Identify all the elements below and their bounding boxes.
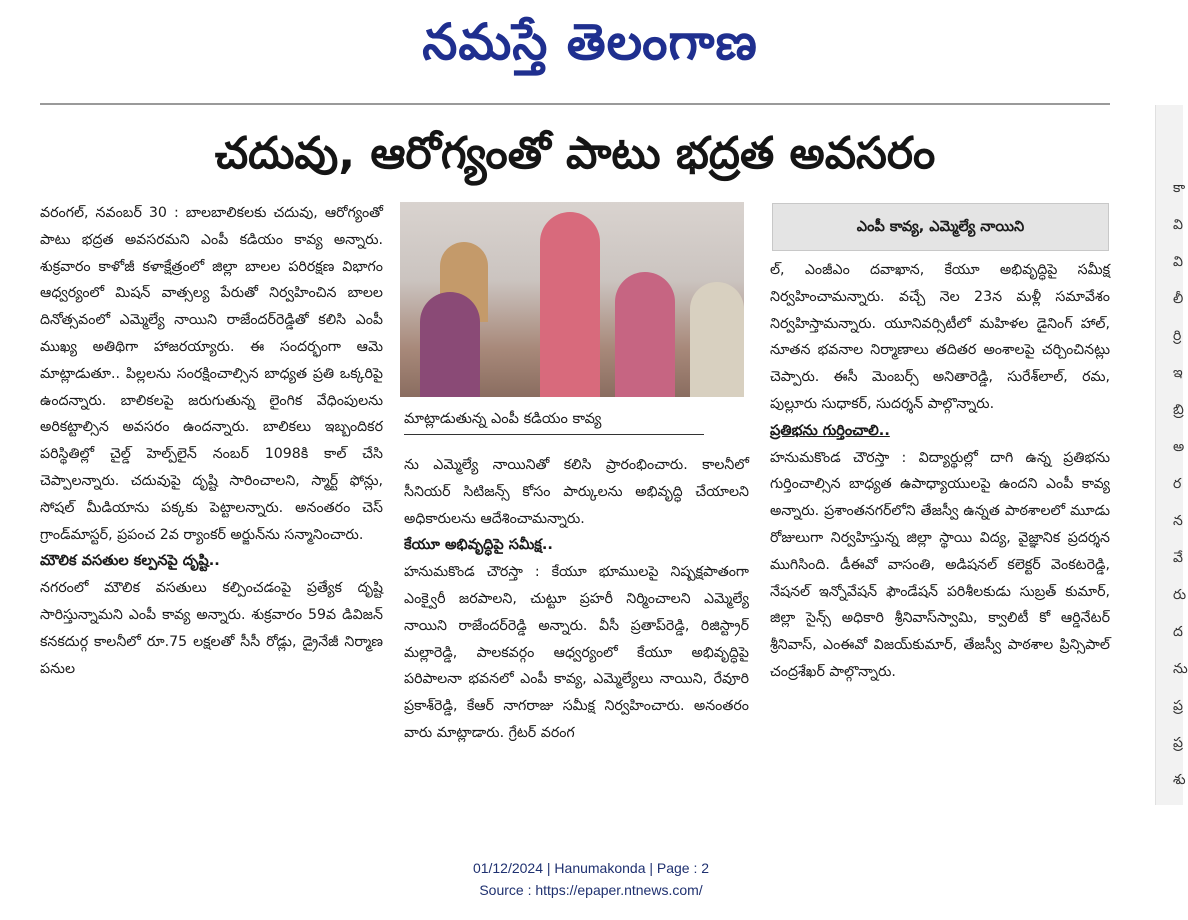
photo-caption: మాట్లాడుతున్న ఎంపీ కడియం కావ్య	[404, 404, 704, 435]
edge-letter: ప్ర	[1173, 735, 1183, 751]
edge-letter: రు	[1173, 587, 1187, 603]
article-subheading: మౌలిక వసతుల కల్పనపై దృష్టి..	[40, 553, 220, 570]
article-column-1	[40, 200, 383, 682]
edge-letter: ద	[1173, 624, 1183, 640]
article-photo	[400, 202, 744, 397]
edge-letter: వి	[1173, 254, 1183, 270]
edge-letter: ర్రి	[1173, 328, 1182, 344]
edge-letter: శు	[1173, 772, 1186, 788]
edge-letter: ఇ	[1173, 365, 1183, 381]
article-paragraph: ను ఎమ్మెల్యే నాయినితో కలిసి ప్రారంభించారు. కాలనీలో సీనియర్ సిటిజన్స్ కోసం పార్కులను అభివృద్ధి చేయాలని అధికారులను ఆదేశించామన్నారు.	[404, 457, 749, 527]
edge-letter: న	[1173, 513, 1183, 529]
edge-letter: బ్రి	[1173, 402, 1184, 418]
edge-letter: ర	[1173, 476, 1182, 492]
article-paragraph: హనుమకొండ చౌరస్తా : కేయూ భూములపై నిష్పక్షపాతంగా ఎంక్వైరీ జరపాలని, చుట్టూ ప్రహరీ నిర్మించాలని ఎమ్మెల్యే నాయిని రాజేందర్‌రెడ్డి అన్నారు. వీసీ ప్రతాప్‌రెడ్డి, రిజిస్ట్రార్ మల్లారెడ్డి, పాలకవర్గం ఆధ్వర్యంలో కేయూ అభివృద్ధిపై పరిపాలనా భవనలో ఎంపీ కావ్య, ఎమ్మెల్యేలు నాయిని, రేవూరి ప్రకాశ్‌రెడ్డి, కేఆర్ నాగరాజు సమీక్ష నిర్వహించారు. అనంతరం వారు మాట్లాడారు. గ్రేటర్ వరంగ	[404, 564, 749, 741]
article-subheading: ప్రతిభను గుర్తించాలి..	[770, 422, 890, 439]
newspaper-masthead: నమస్తే తెలంగాణ	[422, 12, 758, 71]
article-paragraph: ల్, ఎంజీఎం దవాఖాన, కేయూ అభివృద్ధిపై సమీక్ష నిర్వహించామన్నారు. వచ్చే నెల 23న మళ్లీ సమావేశం నిర్వహిస్తామన్నారు. యూనివర్సిటీలో మహిళల డైనింగ్ హాల్, నూతన భవనాల నిర్మాణాలు తదితర అంశాలపై చర్చించినట్లు చెప్పారు. ఈసీ మెంబర్స్ అనితారెడ్డి, సురేశ్‌లాల్, రమ, పుల్లూరు సుధాకర్, సుదర్శన్ పాల్గొన్నారు.	[770, 262, 1110, 412]
article-paragraph: నగరంలో మౌలిక వసతులు కల్పించడంపై ప్రత్యేక దృష్టి సారిస్తున్నామని ఎంపీ కావ్య అన్నారు. శుక్రవారం 59వ డివిజన్ కనకదుర్గ కాలనీలో రూ.75 లక్షలతో సీసీ రోడ్లు, డ్రైనేజీ నిర్మాణ పనుల	[40, 580, 383, 677]
column-3-box-heading: ఎంపీ కావ్య, ఎమ్మెల్యే నాయిని	[772, 203, 1109, 251]
edge-letter: ప్ర	[1173, 698, 1183, 714]
edge-letter: లీ	[1173, 291, 1184, 307]
header-rule	[40, 103, 1110, 105]
adjacent-page-edge	[1155, 105, 1188, 805]
edge-letter: వి	[1173, 217, 1183, 233]
edge-letter: వే	[1173, 550, 1183, 566]
edge-letter: కా	[1173, 180, 1186, 196]
edge-letter: అ	[1173, 439, 1185, 455]
article-subheading: కేయూ అభివృద్ధిపై సమీక్ష..	[404, 537, 553, 554]
edge-letter: ను	[1173, 661, 1188, 677]
article-headline: చదువు, ఆరోగ్యంతో పాటు భద్రత అవసరం	[214, 128, 936, 179]
article-column-2	[404, 452, 749, 747]
article-column-3	[770, 257, 1110, 686]
footer-source: Source : https://epaper.ntnews.com/	[479, 882, 703, 898]
article-paragraph: హనుమకొండ చౌరస్తా : విద్యార్థుల్లో దాగి ఉన్న ప్రతిభను గుర్తించాల్సిన బాధ్యత ఉపాధ్యాయులపై ఉందని ఎంపీ కావ్య అన్నారు. ప్రశాంతనగర్‌లోని తేజస్వీ ఉన్నత పాఠశాలలో మూడు రోజులుగా నిర్వహిస్తున్న జిల్లా స్థాయి విద్య, వైజ్ఞానిక ప్రదర్శన ముగిసింది. డీఈవో వాసంతి, అడిషనల్ కలెక్టర్ వెంకటరెడ్డి, నేషనల్ ఇన్నోవేషన్ ఫౌండేషన్ పరిశీలకుడు సుబ్రత్ కుమార్, జిల్లా సైన్స్ అధికారి శ్రీనివాస్‌స్వామి, క్వాలిటీ కో ఆర్డినేటర్ శ్రీనివాస్, ఎంఈవో విజయ్‌కుమార్, తేజస్వీ పాఠశాల ప్రిన్సిపాల్ చంద్రశేఖర్ పాల్గొన్నారు.	[770, 449, 1110, 680]
article-paragraph: వరంగల్, నవంబర్ 30 : బాలబాలికలకు చదువు, ఆరోగ్యంతో పాటు భద్రత అవసరమని ఎంపీ కడియం కావ్య అన్నారు. శుక్రవారం కాళోజీ కళాక్షేత్రంలో జిల్లా బాలల పరిరక్షణ విభాగం ఆధ్వర్యంలో మిషన్ వాత్సల్య పేరుతో నిర్వహించిన బాలల దినోత్సవంలో ఎమ్మెల్యే నాయిని రాజేందర్‌రెడ్డితో కలిసి ఎంపీ ముఖ్య అతిథిగా హాజరయ్యారు. ఈ సందర్భంగా ఆమె మాట్లాడుతూ.. పిల్లలను సంరక్షించాల్సిన బాధ్యత ప్రతి ఒక్కరిపై ఉందన్నారు. బాలికలపై జరుగుతున్న లైంగిక వేధింపులను అరికట్టాల్సిన అవసరం ఉందన్నారు. బాలికలు ఇబ్బందికర పరిస్థితిల్లో చైల్డ్ హెల్ప్‌లైన్ నంబర్ 1098కి కాల్ చేసి చెప్పాలన్నారు. చదువుపై దృష్టి సారించాలని, స్మార్ట్ ఫోన్లు, సోషల్ మీడియాను పక్కకు పెట్టాలన్నారు. అనంతరం చెస్ గ్రాండ్‌మాస్టర్, ప్రపంచ 2వ ర్యాంకర్ అర్జున్‌ను సన్మానించారు.	[40, 205, 383, 543]
footer-date-page: 01/12/2024 | Hanumakonda | Page : 2	[472, 860, 710, 876]
